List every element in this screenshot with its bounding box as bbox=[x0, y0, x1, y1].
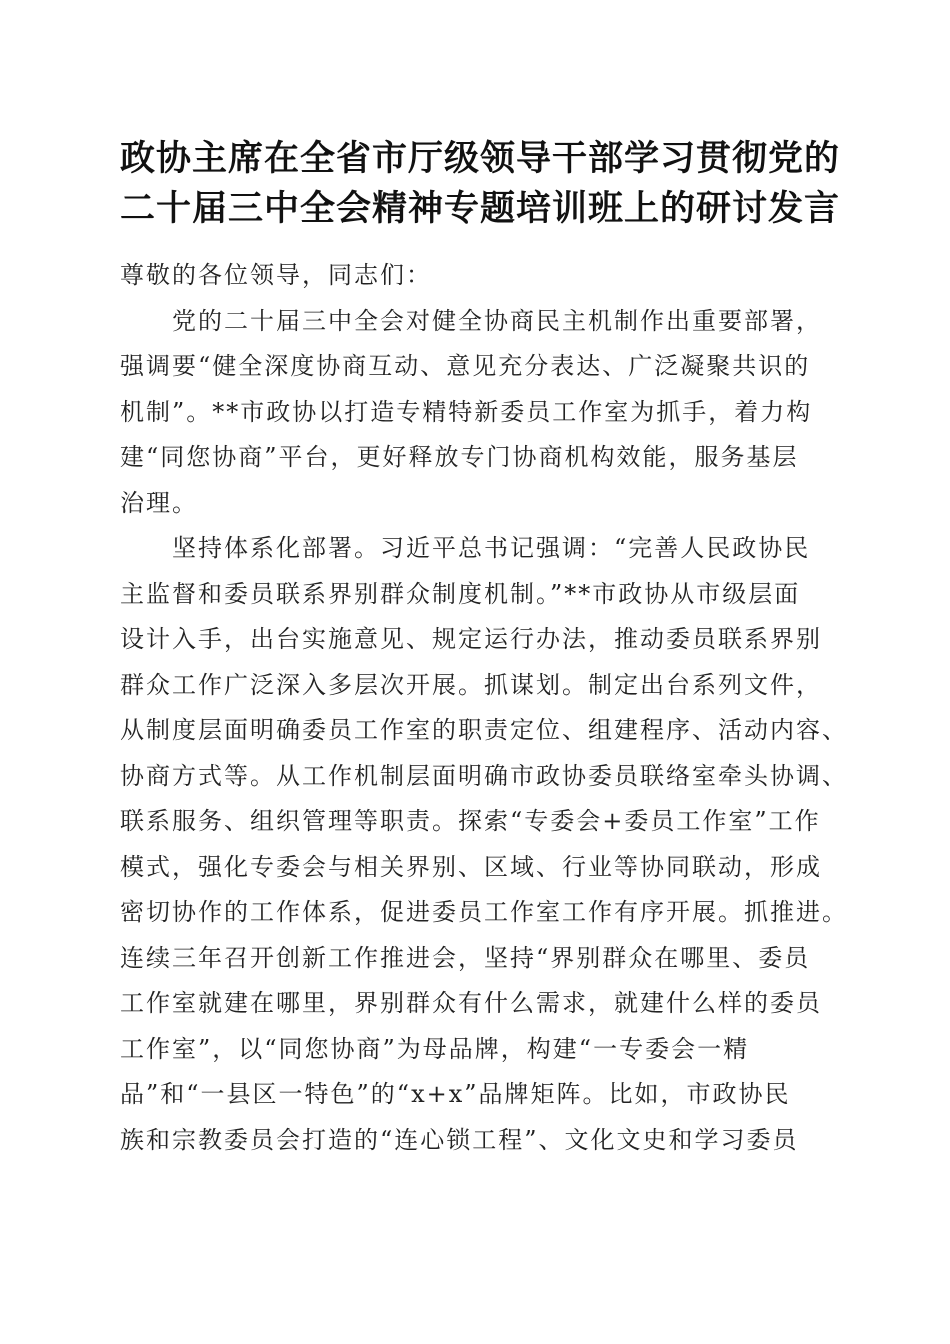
title-line-2: 二十届三中全会精神专题培训班上的研讨发言 bbox=[119, 188, 840, 229]
paragraph-2-line-3: 设计入手，出台实施意见、规定运行办法，推动委员联系界别 bbox=[120, 625, 822, 653]
paragraph-2-line-4: 群众工作广泛深入多层次开展。抓谋划。制定出台系列文件， bbox=[120, 670, 822, 699]
title-line-1: 政协主席在全省市厅级领导干部学习贯彻党的 bbox=[119, 138, 840, 179]
paragraph-2-line-1: 坚持体系化部署。习近平总书记强调：“完善人民政协民 bbox=[172, 534, 811, 562]
paragraph-1-line-2: 强调要“健全深度协商互动、意见充分表达、广泛凝聚共识的 bbox=[120, 352, 811, 380]
paragraph-1-line-4: 建“同您协商”平台，更好释放专门协商机构效能，服务基层 bbox=[120, 443, 799, 471]
paragraph-2-line-14: 族和宗教委员会打造的“连心锁工程”、文化文史和学习委员 bbox=[120, 1125, 799, 1154]
paragraph-2-line-9: 密切协作的工作体系，促进委员工作室工作有序开展。抓推进。 bbox=[120, 898, 848, 926]
paragraph-2-line-8: 模式，强化专委会与相关界别、区域、行业等协同联动，形成 bbox=[120, 852, 822, 881]
paragraph-1-line-5: 治理。 bbox=[120, 488, 198, 517]
paragraph-2-line-5: 从制度层面明确委员工作室的职责定位、组建程序、活动内容、 bbox=[120, 716, 848, 744]
paragraph-2-line-2: 主监督和委员联系界别群众制度机制。”**市政协从市级层面 bbox=[120, 579, 801, 608]
salutation: 尊敬的各位领导，同志们： bbox=[120, 261, 432, 289]
paragraph-2-line-6: 协商方式等。从工作机制层面明确市政协委员联络室牵头协调、 bbox=[120, 761, 848, 790]
paragraph-2-line-10: 连续三年召开创新工作推进会，坚持“界别群众在哪里、委员 bbox=[120, 943, 811, 972]
paragraph-1-line-3: 机制”。**市政协以打造专精特新委员工作室为抓手，着力构 bbox=[120, 397, 813, 426]
paragraph-2-line-13: 品”和“一县区一特色”的“x+x”品牌矩阵。比如，市政协民 bbox=[120, 1080, 791, 1108]
paragraph-1-line-1: 党的二十届三中全会对健全协商民主机制作出重要部署， bbox=[172, 306, 822, 335]
document-title bbox=[90, 134, 870, 234]
paragraph-2-line-11: 工作室就建在哪里，界别群众有什么需求，就建什么样的委员 bbox=[120, 989, 822, 1017]
document-body bbox=[120, 253, 848, 1163]
paragraph-2-line-7: 联系服务、组织管理等职责。探索“专委会+委员工作室”工作 bbox=[120, 807, 821, 835]
paragraph-2-line-12: 工作室”，以“同您协商”为母品牌，构建“一专委会一精 bbox=[120, 1034, 750, 1063]
